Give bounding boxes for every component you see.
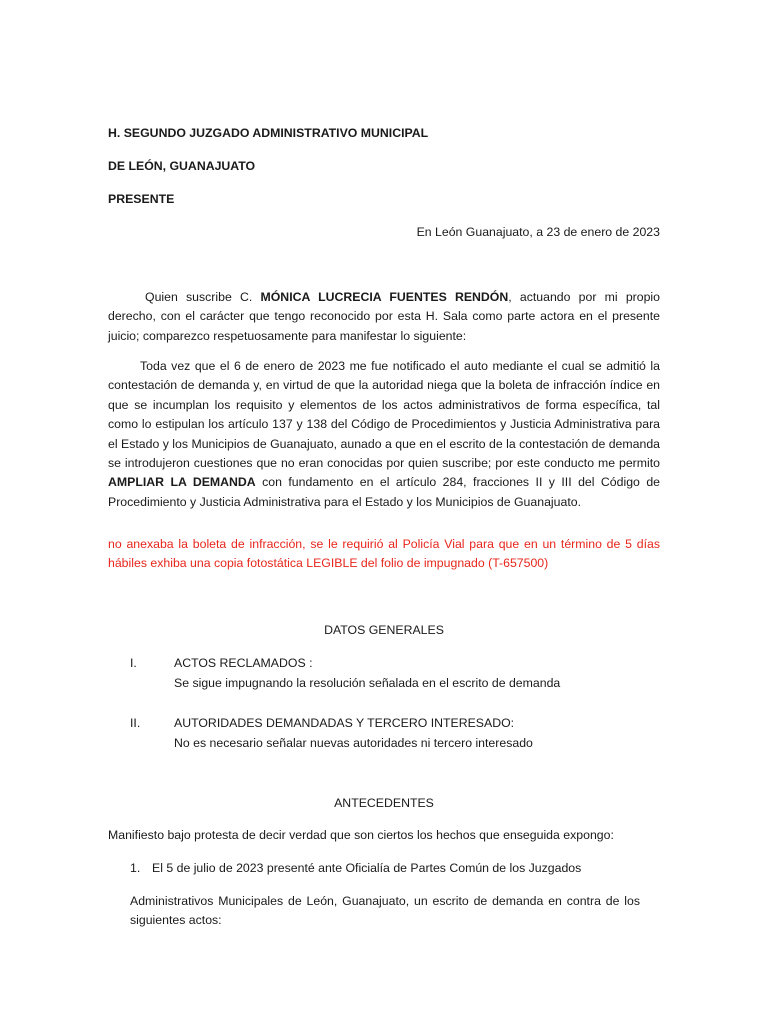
intro-paragraph [108,288,660,346]
court-name-line1: H. SEGUNDO JUZGADO ADMINISTRATIVO MUNICIPAL [108,126,429,140]
date-line: En León Guanajuato, a 23 de enero de 2023 [416,225,660,239]
protesta-statement: Manifiesto bajo protesta de decir verdad que son ciertos los hechos que enseguida expongo: [108,828,614,842]
court-name-line2: DE LEÓN, GUANAJUATO [108,159,256,173]
main-paragraph-part2: con fundamento en el artículo 284, fracciones II y III del Código de Procedimiento y Justicia Administrativa para el Estado y los Municipios de Guanajuato. [108,475,660,509]
ampliar-demanda-emphasis: AMPLIAR LA DEMANDA [108,475,256,490]
section-number: II. [130,716,141,730]
red-note-paragraph: no anexaba la boleta de infracción, se le requirió al Policía Vial para que en un término de 5 días hábiles exhiba una copia fotostática LEGIBLE del folio de impugnado (T-657500) [108,537,660,571]
antecedentes-heading: ANTECEDENTES [334,796,434,810]
section-number: I. [130,656,137,670]
actos-reclamados-detail: Se sigue impugnando la resolución señalada en el escrito de demanda [174,676,561,690]
autoridades-detail: No es necesario señalar nuevas autoridades ni tercero interesado [174,736,533,750]
presente-heading: PRESENTE [108,192,175,206]
antecedente-1-continuation: Administrativos Municipales de León, Guanajuato, un escrito de demanda en contra de los siguientes actos: [130,894,640,928]
datos-generales-heading: DATOS GENERALES [324,623,444,637]
autoridades-heading: AUTORIDADES DEMANDADAS Y TERCERO INTERESADO: [174,716,515,730]
intro-rest: , actuando por mi propio derecho, con el carácter que tengo reconocido por esta H. Sala como parte actora en el presente juicio; comparezco respetuosamente para manifestar lo siguiente: [108,290,660,343]
actos-reclamados-heading: ACTOS RECLAMADOS : [174,656,313,670]
main-paragraph-part1: Toda vez que el 6 de enero de 2023 me fue notificado el auto mediante el cual se admitió la contestación de demanda y, en virtud de que la autoridad niega que la boleta de infracción índice en que se incumplan los requisito y elementos de los actos administrativos de forma específica, tal como lo estipulan los artículo 137 y 138 del Código de Procedimientos y Justicia Administrativa para el Estado y los Municipios de Guanajuato, aunado a que en el escrito de la contestación de demanda se introdujeron cuestiones que no eran conocidas por quien suscribe; por este conducto me permito [108,359,660,471]
intro-prefix: Quien suscribe C. [145,290,261,304]
signatory-name: MÓNICA LUCRECIA FUENTES RENDÓN [260,290,509,304]
antecedente-1-text: El 5 de julio de 2023 presenté ante Oficialía de Partes Común de los Juzgados [152,861,582,875]
list-item-number: 1. [130,861,141,875]
main-paragraph [108,357,660,512]
